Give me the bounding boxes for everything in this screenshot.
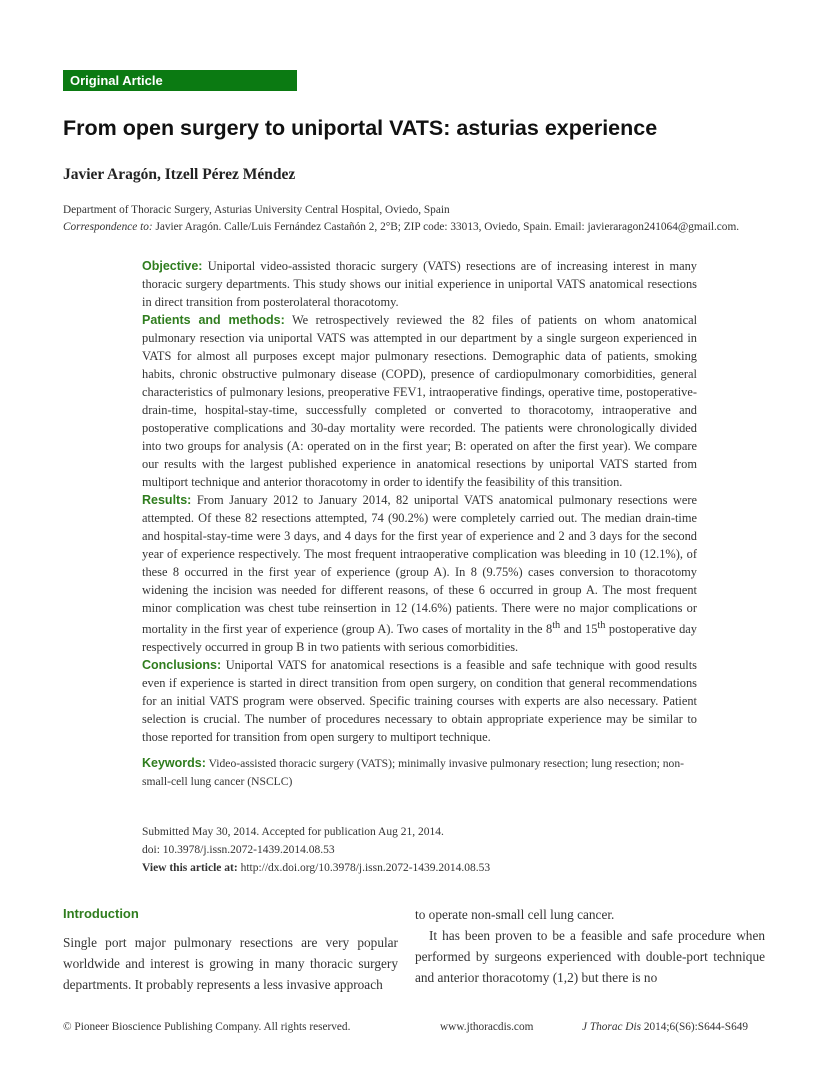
methods-text: We retrospectively reviewed the 82 files of patients on whom anatomical pulmonary resection via uniportal VATS was attempted in our department by a single surgeon experienced in VATS for almost all purposes except major pulmonary resections. Demographic data of patients, smoking habits, chronic obstructive pulmonary disease (COPD), presence of cardiopulmonary comorbidities, general characteristics of pulmonary lesions, preoperative FEV1, intraoperative findings, operative time, postoperative-drain-time, hospital-stay-time, successfully completed or converted to thoracotomy, intraoperative and postoperative complications and 30-day mortality were recorded. The patients were chronologically divided into two groups for analysis (A: operated on in the first year; B: operated on after the first year). We compare our results with the largest published experience in anatomical resections by uniportal VATS started from multiport technique and anterior thoracotomy in order to identify the feasibility of this transition. [142, 313, 698, 489]
results-text: From January 2012 to January 2014, 82 uniportal VATS anatomical pulmonary resections were attempted. Of these 82 resections attempted, 74 (90.2%) were completely carried out. The median drain-time and hospital-stay-time were 3 days, and 4 days for the first year of experience and 2 and 3 days for the second year of experience respectively. The most frequent intraoperative complication was bleeding in 10 (12.1%), of these 8 occurred in the first year of experience (group A). In 8 (9.75%) cases conversion to thoracotomy widening the incision was needed for different reasons, of these 6 occurred in group A. The most frequent minor complication was chest tube reinsertion in 12 (14.6%) patients. There were no major complications or mortality in the first year of experience (group A). Two cases of mortality in the 8 [142, 493, 698, 637]
abstract-results [142, 491, 697, 656]
view-label: View this article at: [142, 862, 238, 874]
keywords-label: Keywords: [142, 756, 206, 771]
conclusions-label: Conclusions: [142, 658, 222, 673]
paragraph: Single port major pulmonary resections are very popular worldwide and interest is growing in many thoracic surgery departments. It probably represents a less invasive approach [63, 935, 398, 992]
abstract [142, 257, 697, 791]
abstract-methods [142, 311, 697, 491]
correspondence-label: Correspondence to: [63, 221, 153, 233]
citation-text: 2014;6(S6):S644-S649 [643, 1021, 749, 1033]
objective-text: Uniportal video-assisted thoracic surgery (VATS) resections are of increasing interest in many thoracic surgery departments. This study shows our initial experience in uniportal VATS anatomical resections in direct transition from posterolateral thoracotomy. [142, 259, 697, 309]
footer-copyright: © Pioneer Bioscience Publishing Company. All rights reserved. [63, 1021, 351, 1033]
submitted-date: Submitted May 30, 2014. Accepted for publication Aug 21, 2014. [142, 826, 444, 838]
introduction-left-column [63, 932, 398, 995]
superscript: th [597, 620, 606, 631]
footer-website-link[interactable]: www.jthoracdis.com [440, 1021, 534, 1033]
superscript: th [552, 620, 561, 631]
view-url-link[interactable]: http://dx.doi.org/10.3978/j.issn.2072-1439.2014.08.53 [240, 862, 491, 874]
introduction-right-column [415, 904, 765, 988]
results-text: and 15 [560, 622, 598, 637]
paragraph: It has been proven to be a feasible and safe procedure when performed by surgeons experienced with double-port technique and anterior thoracotomy (1,2) but there is no [415, 928, 765, 985]
conclusions-text: Uniportal VATS for anatomical resections is a feasible and safe technique with good results even if experience is started in direct transition from open surgery, on condition that general recommendations for an initial VATS program were observed. Specific training courses with experts are also necessary. Patient selection is crucial. The number of procedures necessary to obtain appropriate experience may be similar to those reported for transition from open surgery to multiport technique. [142, 658, 697, 745]
introduction-heading: Introduction [63, 906, 139, 921]
methods-label: Patients and methods: [142, 313, 285, 327]
journal-name: J Thorac Dis [582, 1021, 641, 1033]
keywords [142, 754, 697, 791]
abstract-objective [142, 257, 697, 311]
objective-label: Objective: [142, 259, 203, 273]
view-article [142, 859, 490, 877]
correspondence-text: Javier Aragón. Calle/Luis Fernández Castañón 2, 2°B; ZIP code: 33013, Oviedo, Spain. Email: javieraragon241064@gmail.com. [155, 221, 740, 233]
results-label: Results: [142, 493, 192, 507]
results-text: postoperative day respectively occurred in group B in two patients with serious comorbidities. [142, 622, 698, 655]
article-meta [142, 823, 490, 877]
footer-citation [582, 1021, 748, 1033]
article-type-label: Original Article [63, 70, 297, 91]
paragraph: to operate non-small cell lung cancer. [415, 907, 615, 922]
doi: doi: 10.3978/j.issn.2072-1439.2014.08.53 [142, 844, 335, 856]
abstract-conclusions [142, 656, 697, 746]
keywords-text: Video-assisted thoracic surgery (VATS); minimally invasive pulmonary resection; lung resection; non-small-cell lung cancer (NSCLC) [142, 757, 685, 789]
article-title: From open surgery to uniportal VATS: asturias experience [63, 116, 658, 140]
affiliation: Department of Thoracic Surgery, Asturias University Central Hospital, Oviedo, Spain [63, 204, 450, 216]
correspondence [63, 221, 739, 233]
authors: Javier Aragón, Itzell Pérez Méndez [63, 166, 296, 183]
